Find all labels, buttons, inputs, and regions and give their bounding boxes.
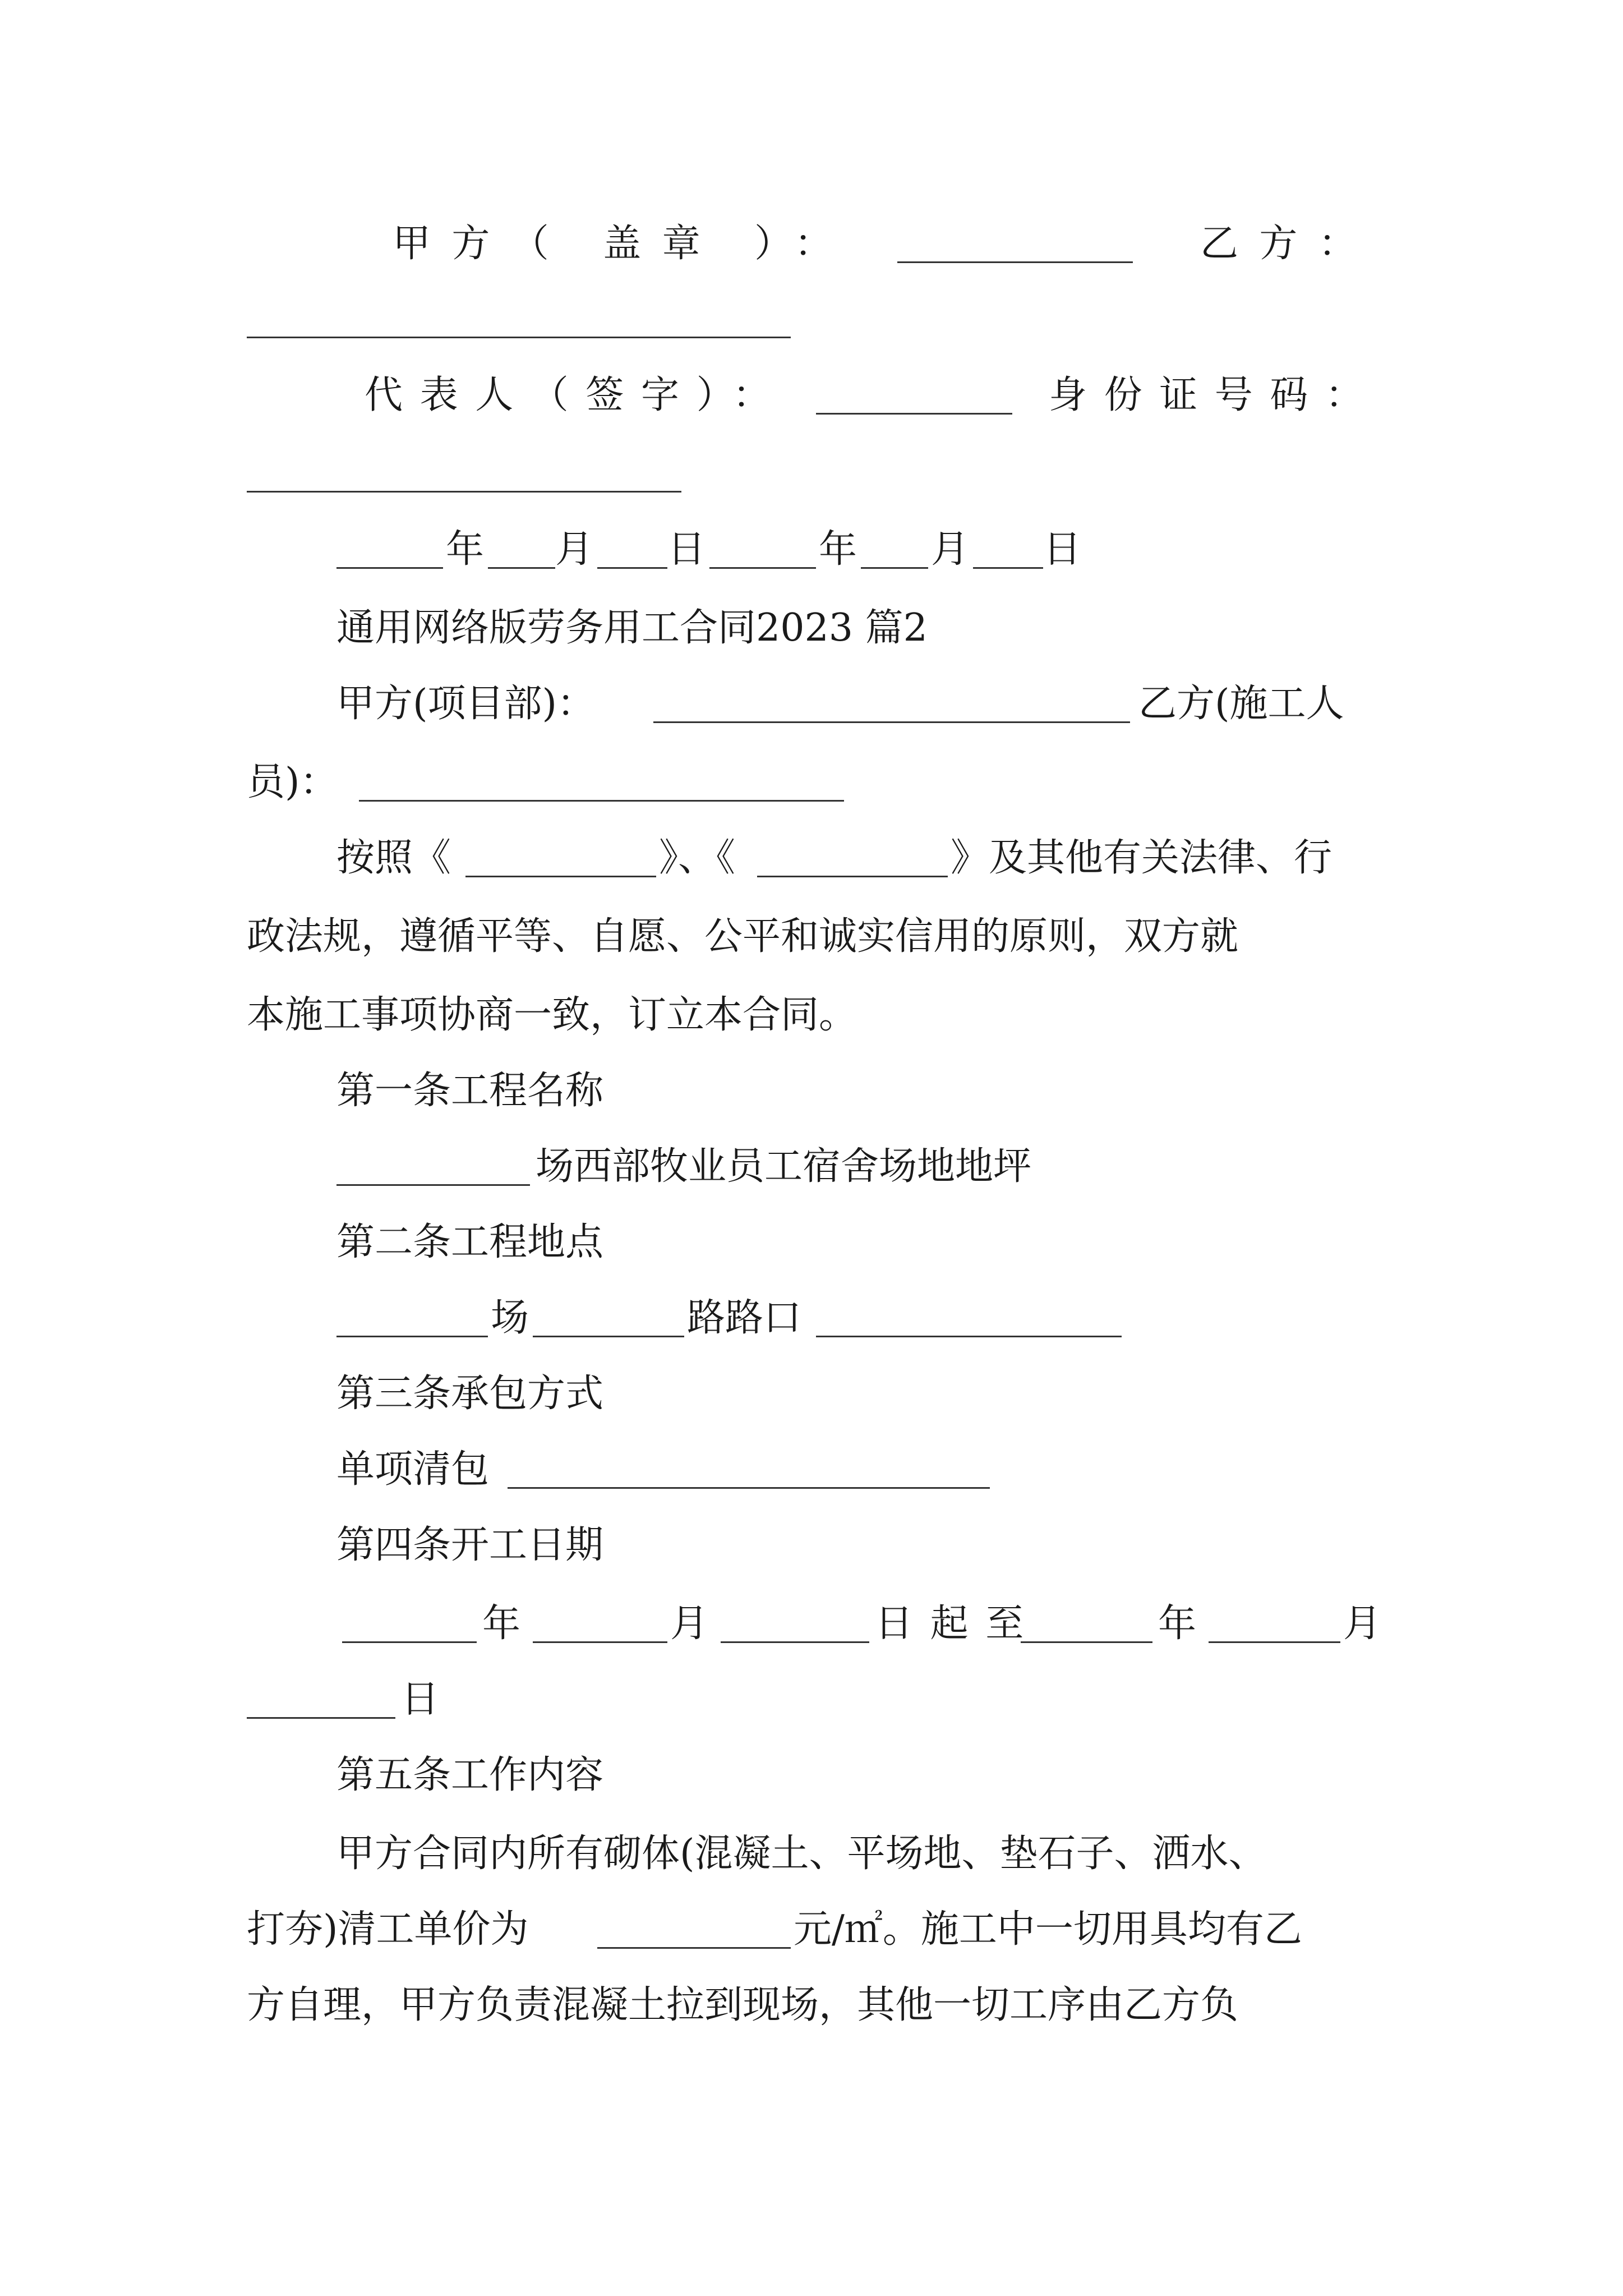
date-b-month-blank [861, 567, 928, 569]
date-b-year: 年 [819, 527, 857, 572]
representative-label: 代表人（签字）： [365, 373, 788, 417]
article-1-value-line [0, 1136, 1623, 1198]
contract-title-line [0, 597, 1623, 659]
article-5-line-3 [0, 1975, 1623, 2036]
article-4-month2: 月 [1343, 1602, 1382, 1646]
party-a-label: 甲方(项目部)： [336, 682, 596, 726]
intro-line-1-c: 》及其他有关法律、行 [951, 836, 1332, 880]
date-a-year: 年 [446, 527, 485, 572]
intro-line-1 [0, 827, 1623, 889]
article-2-field: 场 [491, 1296, 529, 1340]
party-a-seal-line [0, 213, 1623, 275]
article-4-year2: 年 [1158, 1602, 1197, 1646]
date-a-month: 月 [555, 527, 594, 572]
intro-line-1-b: 》、《 [659, 836, 736, 880]
parties-line [0, 673, 1623, 735]
article-3-value: 单项清包 [336, 1447, 490, 1492]
date-b-day-blank [973, 567, 1043, 569]
article-3-title: 第三条承包方式 [336, 1372, 604, 1416]
date-a-day: 日 [667, 527, 706, 572]
intro-line-3-text: 本施工事项协商一致，订立本合同。 [247, 993, 857, 1037]
article-4-year-blank [342, 1641, 477, 1643]
article-1-title: 第一条工程名称 [336, 1069, 604, 1113]
article-4-title-line [0, 1515, 1623, 1576]
article-4-month2-blank [1209, 1641, 1340, 1643]
intro-line-1-a: 按照《 [336, 836, 451, 880]
article-3-blank [508, 1487, 990, 1489]
party-a-blank [653, 721, 1130, 723]
article-4-title: 第四条开工日期 [336, 1523, 604, 1567]
article-1-title-line [0, 1060, 1623, 1122]
party-a-seal-label: 甲方（ 盖章 ）： [393, 222, 854, 266]
date-a-day-blank [597, 567, 667, 569]
party-b-blank [247, 337, 791, 338]
date-b-month: 月 [931, 527, 970, 572]
intro-line-2-text: 政法规，遵循平等、自愿、公平和诚实信用的原则，双方就 [247, 914, 1239, 959]
signing-date-line [0, 519, 1623, 581]
article-5-line-2 [0, 1899, 1623, 1961]
party-b-label-end: 员)： [247, 760, 338, 804]
article-5-line-1-text: 甲方合同内所有砌体(混凝土、平场地、垫石子、洒水、 [336, 1832, 1267, 1876]
intro-line-2 [0, 906, 1623, 968]
date-b-day: 日 [1043, 527, 1082, 572]
article-4-day2-blank [247, 1717, 395, 1719]
unit-price-blank [597, 1947, 791, 1949]
article-4-value-line-cont [0, 1669, 1623, 1731]
date-a-month-blank [488, 567, 555, 569]
article-5-line-2-a: 打夯)清工单价为 [247, 1907, 529, 1952]
law-name-blank-1 [465, 876, 656, 877]
representative-line [0, 365, 1623, 426]
parties-line-cont [0, 752, 1623, 813]
id-number-blank [247, 491, 681, 493]
article-2-road: 路路口 [687, 1296, 802, 1340]
article-5-title: 第五条工作内容 [336, 1753, 604, 1797]
article-1-blank [336, 1184, 530, 1186]
article-2-title: 第二条工程地点 [336, 1220, 604, 1264]
article-2-blank-3 [816, 1336, 1122, 1337]
party-b-label-start: 乙方(施工人 [1138, 682, 1344, 726]
article-5-line-2-b: 元/㎡。施工中一切用具均有乙 [794, 1907, 1302, 1952]
party-a-seal-blank [897, 261, 1133, 263]
article-2-blank-2 [533, 1336, 684, 1337]
article-5-title-line [0, 1745, 1623, 1806]
contract-title: 通用网络版劳务用工合同2023 篇2 [336, 606, 928, 650]
article-4-month-blank [533, 1641, 667, 1643]
article-4-month: 月 [670, 1602, 709, 1646]
article-5-line-3-text: 方自理，甲方负责混凝土拉到现场，其他一切工序由乙方负 [247, 1983, 1239, 2027]
article-1-value: 场西部牧业员工宿舍场地地坪 [536, 1144, 1032, 1189]
article-4-value-line [0, 1593, 1623, 1655]
article-5-line-1 [0, 1823, 1623, 1885]
article-4-day2: 日 [401, 1677, 440, 1722]
article-4-day-from: 日起至 [875, 1602, 1041, 1646]
article-3-value-line [0, 1439, 1623, 1501]
article-2-blank-1 [336, 1336, 488, 1337]
intro-line-3 [0, 984, 1623, 1046]
party-b-blank-main [359, 800, 844, 802]
article-4-day-blank [721, 1641, 869, 1643]
representative-blank [816, 413, 1012, 415]
article-3-title-line [0, 1363, 1623, 1425]
law-name-blank-2 [757, 876, 948, 877]
id-number-label: 身份证号码： [1049, 373, 1381, 417]
date-a-year-blank [336, 567, 443, 569]
party-b-label: 乙方： [1200, 222, 1378, 266]
article-4-year2-blank [1021, 1641, 1152, 1643]
article-2-value-line [0, 1287, 1623, 1349]
article-2-title-line [0, 1212, 1623, 1273]
date-b-year-blank [709, 567, 816, 569]
article-4-year: 年 [482, 1602, 521, 1646]
